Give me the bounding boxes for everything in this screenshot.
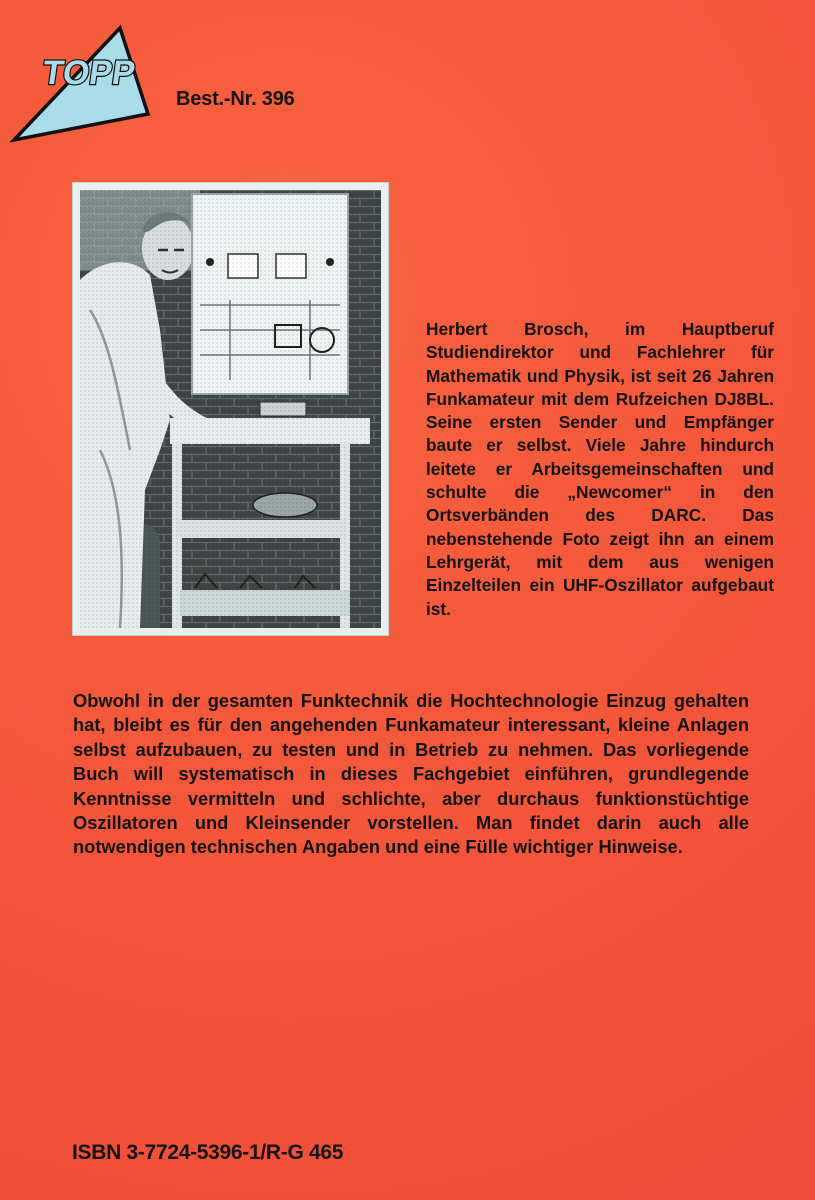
logo-text: TOPP: [40, 54, 138, 92]
author-bio: Herbert Brosch, im Hauptberuf Studiendirektor und Fachlehrer für Mathematik und Physik, ist seit 26 Jahren Funkamateur mit dem Rufzeichen DJ8BL. Seine ersten Sender und Empfänger baute er selbst. Viele Jahre hindurch leitete er Arbeitsgemeinschaften und schulte die „Newcomer“ in den Ortsverbänden des DARC. Das nebenstehende Foto zeigt ihn an einem Lehrgerät, mit dem aus wenigen Einzelteilen ein UHF-Oszillator aufgebaut ist.: [426, 319, 774, 619]
isbn: ISBN 3-7724-5396-1/R-G 465: [72, 1141, 344, 1164]
author-photo: [73, 183, 388, 635]
topp-logo: [10, 22, 152, 144]
order-number: Best.-Nr. 396: [176, 88, 295, 110]
book-description: Obwohl in der gesamten Funktechnik die Hochtechnologie Einzug gehalten hat, bleibt es für den angehenden Funkamateur interessant, kleine Anlagen selbst aufzubauen, zu testen und in Betrieb zu nehmen. Das vorliegende Buch will systematisch in dieses Fachgebiet einführen, grundlegende Kenntnisse vermitteln und schlichte, aber durchaus funktionstüchtige Oszillatoren und Kleinsender vorstellen. Man findet darin auch alle notwendigen technischen Angaben und eine Fülle wichtiger Hinweise.: [73, 690, 749, 858]
